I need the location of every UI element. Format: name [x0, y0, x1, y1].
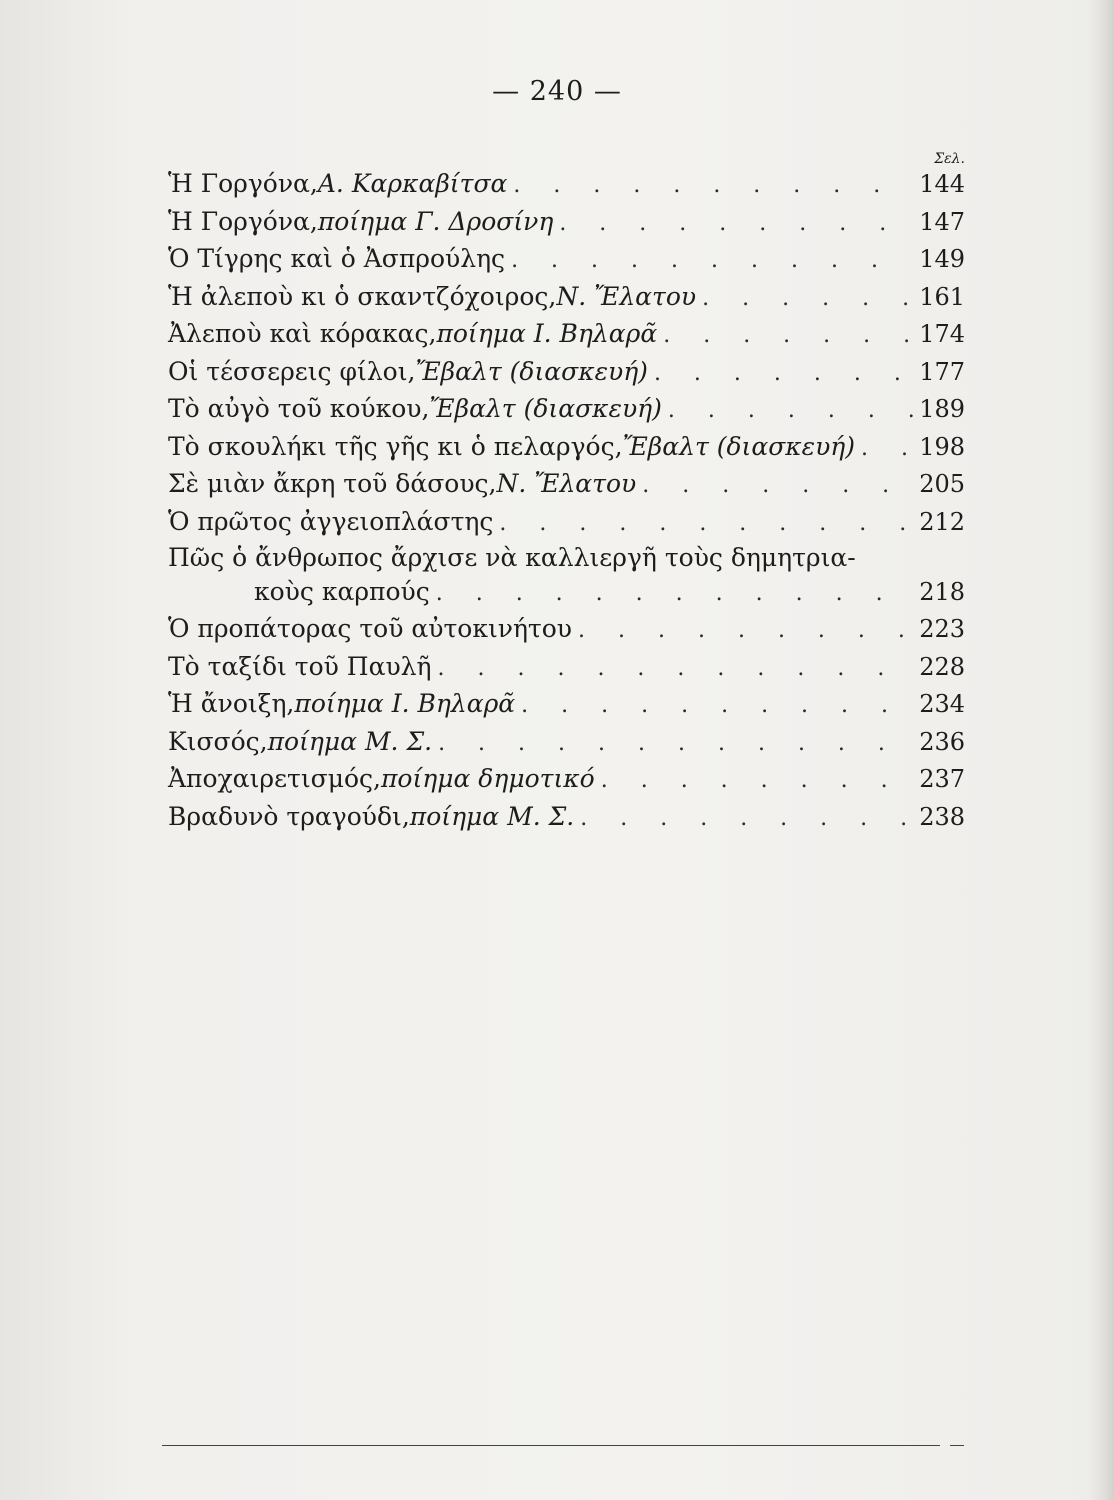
entry-author: Ἔβαλτ (διασκευή) [622, 431, 856, 461]
entry-second-line [168, 574, 965, 611]
entry-title: Ὁ προπάτορας τοῦ αὐτοκινήτου [168, 614, 573, 643]
entry-title: Ἡ ἀλεποὺ κι ὁ σκαντζόχοιρος, [168, 281, 557, 311]
entry-author: ποίημα Ι. Βηλαρᾶ [436, 319, 658, 348]
entry-page: 234 [919, 690, 965, 718]
toc-entry-multiline [168, 541, 965, 611]
page-spine-shadow [1088, 0, 1114, 1500]
entry-author: Ἔβαλτ (διασκευή) [415, 356, 648, 386]
dot-leaders [438, 726, 913, 762]
entry-author: ποίημα δημοτικό [380, 764, 595, 793]
toc-entry [168, 241, 965, 279]
footer-rule-tail [950, 1445, 964, 1446]
toc-entry [168, 799, 965, 837]
dot-leaders [511, 243, 913, 279]
toc-entry [168, 649, 965, 687]
table-of-contents [168, 166, 965, 836]
entry-title: Ἡ Γοργόνα, [168, 169, 318, 198]
entry-page: 161 [919, 282, 965, 311]
entry-title: Ἀλεποὺ καὶ κόρακας, [168, 319, 437, 348]
dot-leaders [861, 431, 913, 467]
entry-title: Κισσός, [168, 726, 268, 756]
dot-leaders [654, 356, 913, 392]
entry-page: 238 [919, 802, 965, 831]
entry-title: Βραδυνὸ τραγούδι, [168, 801, 410, 831]
toc-entry [168, 686, 965, 724]
entry-author: ποίημα Μ. Σ. [267, 726, 433, 756]
entry-page: 237 [919, 765, 965, 793]
dot-leaders [663, 318, 913, 354]
entry-page: 218 [919, 578, 965, 606]
entry-page: 189 [919, 395, 965, 423]
entry-page: 177 [919, 357, 965, 386]
entry-page: 174 [919, 320, 965, 348]
entry-author: Ἔβαλτ (διασκευή) [429, 394, 662, 423]
dot-leaders [438, 651, 914, 687]
entry-author: ποίημα Ι. Βηλαρᾶ [294, 689, 516, 718]
entry-title: Πῶς ὁ ἄνθρωπος ἄρχισε νὰ καλλιεργῆ τοὺς δημητρια- [168, 543, 856, 572]
dot-leaders [702, 281, 913, 317]
entry-page: 223 [919, 615, 965, 643]
entry-title: Οἱ τέσσερεις φίλοι, [168, 356, 416, 386]
entry-title: Ὁ Τίγρης καὶ ὁ Ἀσπρούλης [168, 244, 506, 273]
entry-author: Ν. Ἔλατου [496, 469, 637, 498]
entry-title: Τὸ αὐγὸ τοῦ κούκου, [168, 394, 430, 423]
entry-author: Α. Καρκαβίτσα [317, 169, 508, 198]
entry-title: Τὸ ταξίδι τοῦ Παυλῆ [168, 651, 432, 681]
page-number: — 240 — [492, 76, 622, 107]
entry-page: 147 [919, 207, 965, 236]
toc-entry [168, 724, 965, 762]
toc-entry [168, 204, 965, 242]
dot-leaders [580, 801, 913, 837]
toc-entry [168, 611, 965, 649]
dot-leaders [642, 468, 913, 504]
entry-title: Ἡ Γοργόνα, [168, 206, 318, 236]
dot-leaders [436, 576, 913, 611]
entry-title: Ἡ ἄνοιξη, [168, 689, 295, 718]
dot-leaders [521, 688, 913, 724]
entry-page: 149 [919, 245, 965, 273]
toc-entry [168, 466, 965, 504]
entry-author: ποίημα Γ. Δροσίνη [317, 206, 554, 236]
toc-entry [168, 354, 965, 392]
dot-leaders [559, 206, 913, 242]
toc-entry [168, 316, 965, 354]
dot-leaders [578, 613, 913, 649]
toc-entry [168, 429, 965, 467]
entry-title: Τὸ σκουλήκι τῆς γῆς κι ὁ πελαργός, [168, 431, 623, 461]
toc-entry [168, 761, 965, 799]
toc-entry [168, 166, 965, 204]
entry-title: Ἀποχαιρετισμός, [168, 764, 381, 793]
entry-title: Σὲ μιὰν ἄκρη τοῦ δάσους, [168, 469, 497, 498]
page-column-label: Σελ. [934, 151, 965, 167]
dot-leaders [668, 393, 913, 429]
entry-first-line [168, 541, 965, 574]
entry-page: 236 [919, 727, 965, 756]
entry-title: Ὁ πρῶτος ἀγγειοπλάστης [168, 506, 494, 536]
entry-page: 144 [919, 170, 965, 198]
entry-page: 212 [919, 507, 965, 536]
footer-rule [162, 1445, 940, 1446]
dot-leaders [601, 763, 913, 799]
entry-author: Ν. Ἔλατου [556, 281, 697, 311]
dot-leaders [513, 168, 913, 204]
entry-page: 198 [919, 432, 965, 461]
entry-page: 205 [919, 470, 965, 498]
toc-entry [168, 391, 965, 429]
dot-leaders [499, 506, 913, 542]
toc-entry [168, 504, 965, 542]
toc-entry [168, 279, 965, 317]
entry-author: ποίημα Μ. Σ. [409, 801, 575, 831]
entry-page: 228 [919, 652, 965, 681]
entry-title-continued: κοὺς καρπούς [254, 577, 430, 606]
